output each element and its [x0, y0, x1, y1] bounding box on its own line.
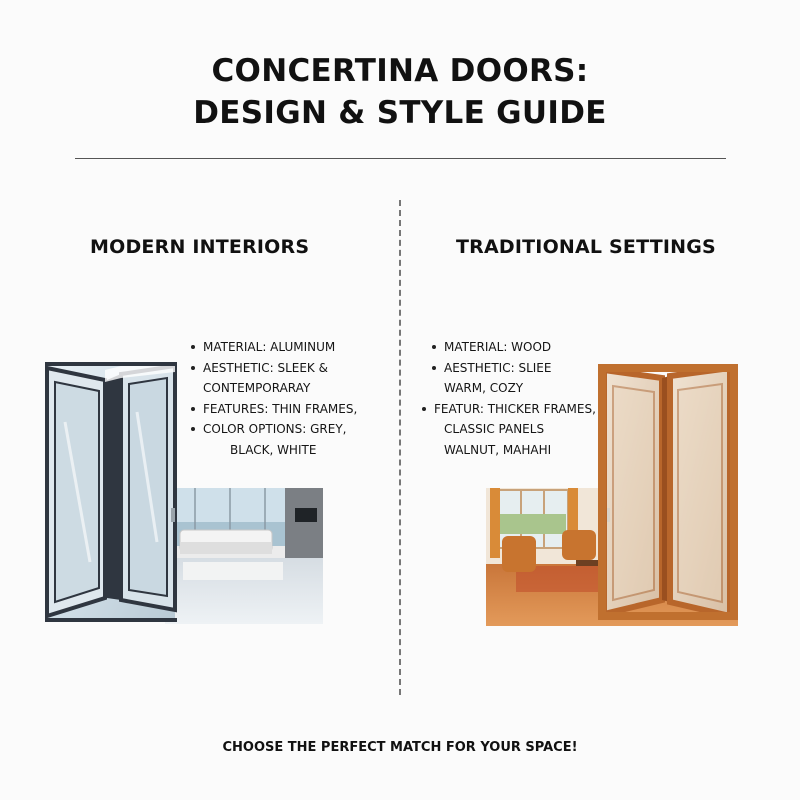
modern-feature-3: FEATURES: THIN FRAMES,	[190, 399, 357, 420]
traditional-feature-2-cont: WARM, COZY	[444, 381, 524, 395]
modern-feature-4: COLOR OPTIONS: GREY,	[190, 419, 357, 440]
modern-feature-1: MATERIAL: ALUMINUM	[190, 337, 357, 358]
page-title	[0, 50, 800, 134]
traditional-feature-3-cont-2: WALNUT, MAHAHI	[444, 442, 552, 457]
footer-cta: CHOOSE THE PERFECT MATCH FOR YOUR SPACE!	[222, 740, 578, 755]
title-line-2: DESIGN & STYLE GUIDE	[193, 95, 607, 131]
traditional-feature-3-cont: CLASSIC PANELS	[444, 422, 545, 436]
modern-feature-list	[190, 337, 357, 460]
modern-heading: MODERN INTERIORS	[90, 236, 310, 258]
traditional-feature-3: FEATUR: THICKER FRAMES,	[421, 399, 596, 420]
traditional-feature-2: AESTHETIC: SLIEE	[431, 358, 596, 379]
title-line-1: CONCERTINA DOORS:	[211, 53, 589, 89]
modern-feature-4-cont: BLACK, WHITE	[230, 442, 317, 457]
modern-feature-2: AESTHETIC: SLEEK &	[190, 358, 357, 379]
traditional-feature-list	[431, 337, 596, 460]
traditional-heading: TRADITIONAL SETTINGS	[456, 236, 716, 258]
title-divider	[75, 158, 726, 159]
traditional-feature-1: MATERIAL: WOOD	[431, 337, 596, 358]
modern-feature-2-cont: CONTEMPORARAY	[203, 381, 311, 395]
column-divider	[399, 200, 401, 695]
